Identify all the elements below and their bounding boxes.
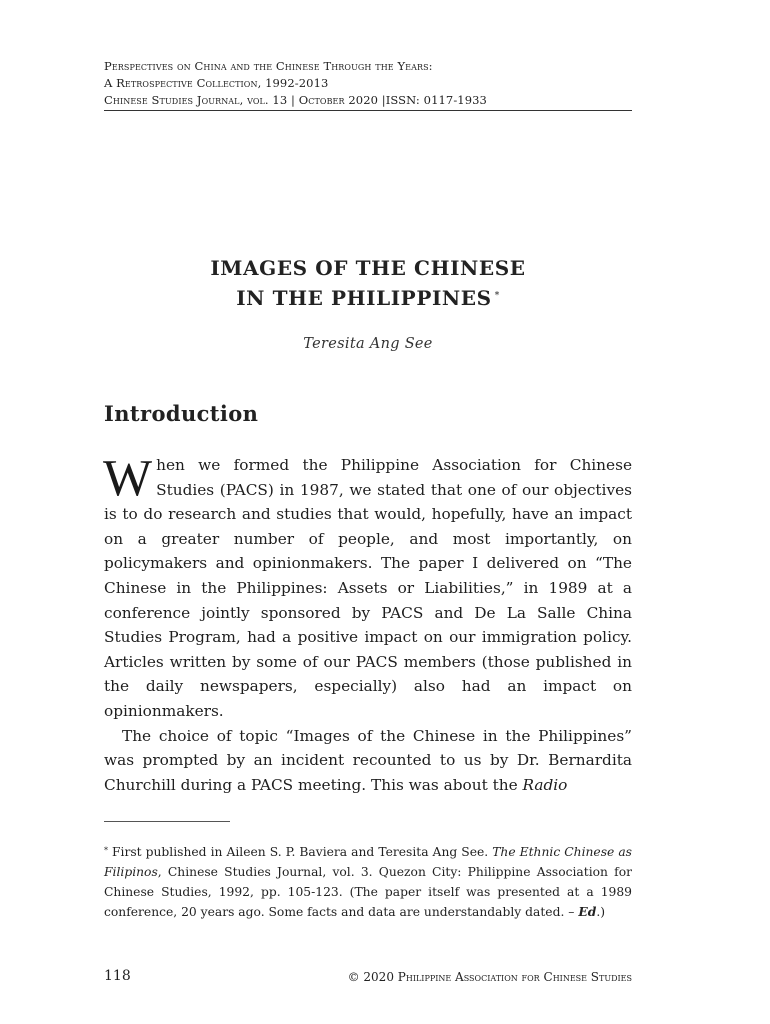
paragraph-2-italic: Radio [522,775,568,794]
running-head-journal: Chinese Studies Journal, vol. 13 | October 2020 |ISSN: 0117-1933 [104,93,487,107]
paragraph-2 [104,724,632,798]
title-line-2 [104,283,632,313]
paragraph-1 [103,450,632,724]
section-heading: Introduction [104,401,259,426]
running-head [104,58,632,109]
page-number: 118 [104,968,131,984]
footnote-text-1: First published in Aileen S. P. Baviera and Teresita Ang See. [112,845,493,859]
header-rule [104,110,632,111]
article-title [104,253,632,313]
paragraph-2-text: The choice of topic “Images of the Chinese in the Philippines” was prompted by an incident recounted to us by Dr. Bernardita Churchill during a PACS meeting. This was about the [104,726,632,794]
title-footnote-marker[interactable]: * [494,291,500,301]
footnote-book-title: The Ethnic Chinese as Filipinos [104,845,632,879]
running-head-collection: A Retrospective Collection, 1992-2013 [104,76,329,90]
footnote-rule [104,821,230,822]
drop-cap: W [103,450,153,507]
footnote-editor-mark: Ed [578,904,597,919]
footnote-text-2: , Chinese Studies Journal, vol. 3. Quezon City: Philippine Association for Chinese Studies, 1992, pp. 105-123. (The paper itself was presented at a 1989 conference, 20 years ago. Some facts and data are understandably dated. – [104,865,632,919]
footnote-text-3: .) [596,905,606,919]
paragraph-1-text: hen we formed the Philippine Association for Chinese Studies (PACS) in 1987, we stated that one of our objectives is to do research and studies that would, hopefully, have an impact on a greater number of people, and most importantly, on policymakers and opinionmakers. The paper I delivered on “The Chinese in the Philippines: Assets or Liabilities,” in 1989 at a conference jointly sponsored by PACS and De La Salle China Studies Program, had a positive impact on our immigration policy. Articles written by some of our PACS members (those published in the daily newspapers, especially) also had an impact on opinionmakers. [104,456,632,720]
title-line-2-text: IN THE PHILIPPINES [236,286,492,310]
author-name: Teresita Ang See [303,336,433,352]
copyright-notice: © 2020 Philippine Association for Chinese Studies [347,970,632,984]
body-text [103,450,632,797]
title-line-1: IMAGES OF THE CHINESE [210,256,526,280]
running-head-series: Perspectives on China and the Chinese Through the Years: [104,59,433,73]
footnote-marker: * [104,846,108,855]
footnote [104,842,632,922]
